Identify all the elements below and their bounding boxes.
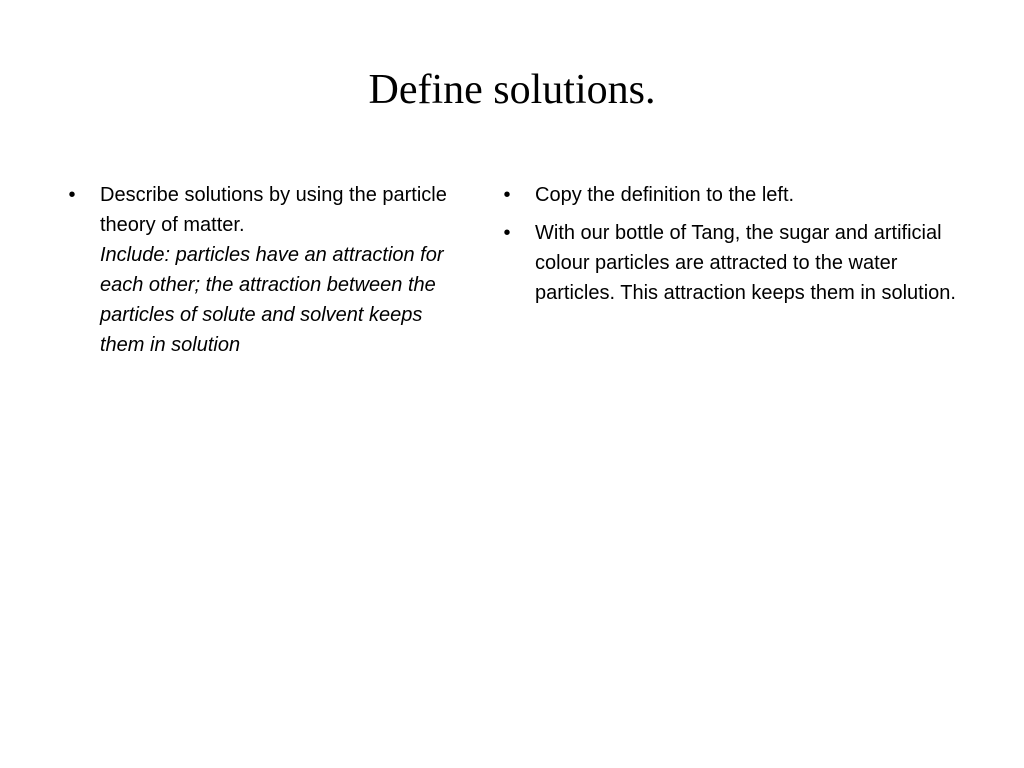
slide-title: Define solutions. bbox=[368, 67, 656, 113]
list-item bbox=[62, 180, 452, 360]
bullet-text: Copy the definition to the left. bbox=[535, 184, 795, 206]
left-column-list bbox=[62, 180, 452, 368]
bullet-note: Include: particles have an attraction for each other; the attraction between the particles of solute and solvent keeps them in solution bbox=[100, 244, 444, 356]
bullet-icon: • bbox=[68, 184, 76, 206]
bullet-text: Describe solutions by using the particle theory of matter. bbox=[100, 184, 447, 236]
list-item bbox=[497, 218, 962, 308]
bullet-text: With our bottle of Tang, the sugar and artificial colour particles are attracted to the water particles. This attraction keeps them in solution. bbox=[535, 222, 956, 304]
list-item bbox=[497, 180, 962, 210]
bullet-icon: • bbox=[503, 222, 511, 244]
right-column-list bbox=[497, 180, 962, 316]
bullet-icon: • bbox=[503, 184, 511, 206]
